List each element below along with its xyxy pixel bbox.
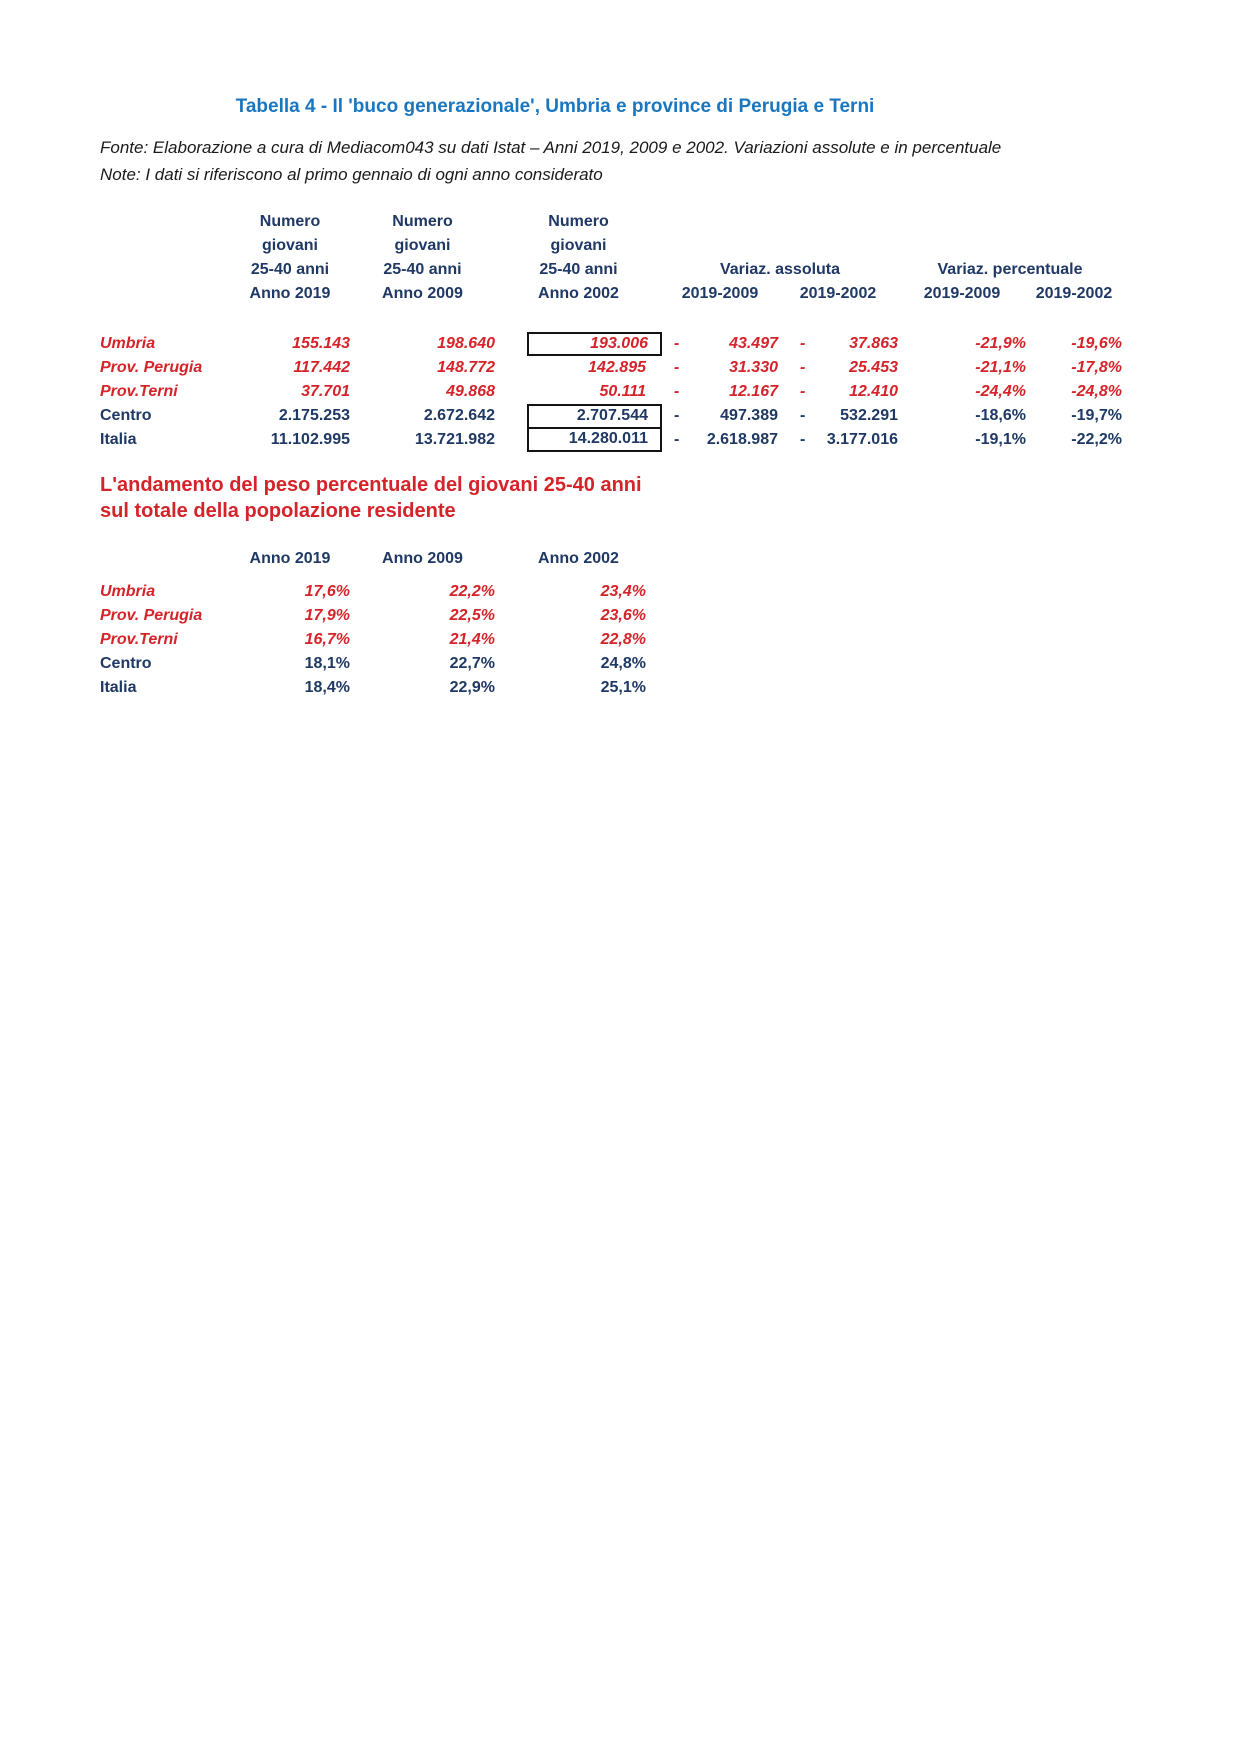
table2-header-row	[100, 544, 1130, 574]
highlight-box: 14.280.011	[527, 428, 662, 452]
table-row-centro	[100, 404, 1130, 428]
col-header-eta-2019: 25-40 anni	[250, 261, 330, 278]
variaz-abs-2019-2002: - 3.177.016	[800, 431, 898, 448]
variaz-abs-2019-2002: - 37.863	[800, 335, 898, 352]
value-2002-cell	[495, 332, 662, 356]
variaz-abs-2019-2002: - 532.291	[800, 407, 898, 424]
value-2009: 2.672.642	[423, 407, 495, 424]
col-header-anno-2009: Anno 2009	[382, 550, 463, 567]
table-row-italia	[100, 428, 1130, 452]
minus-sign: -	[674, 383, 680, 400]
variaz-pct-2019-2009: -21,9%	[975, 335, 1026, 352]
col-header-eta-2002: 25-40 anni	[539, 261, 618, 278]
col-header-anno-2002: Anno 2002	[538, 550, 619, 567]
variaz-pct-2019-2009: -19,1%	[975, 431, 1026, 448]
section2-heading-line2: sul totale della popolazione residente	[100, 500, 456, 522]
value-2019: 155.143	[292, 335, 350, 352]
pct-2002: 23,6%	[600, 607, 646, 624]
value-2019: 11.102.995	[270, 431, 350, 448]
pct-2009: 22,9%	[449, 679, 495, 696]
table-peso-percentuale	[100, 544, 1130, 700]
table1-header-row-4	[100, 282, 1130, 306]
col-header-anno-2009: Anno 2009	[382, 285, 463, 302]
table-row-centro	[100, 652, 1130, 676]
value-2019: 37.701	[301, 383, 350, 400]
variaz-abs-2019-2009: - 2.618.987	[674, 431, 778, 448]
variaz-pct-2019-2002: -17,8%	[1071, 359, 1122, 376]
variaz-pct-2019-2002: -22,2%	[1071, 431, 1122, 448]
variaz-pct-2019-2002: -19,7%	[1071, 407, 1122, 424]
sub-header-pct-2019-2002: 2019-2002	[1035, 285, 1113, 302]
table1-header-row-3	[100, 258, 1130, 282]
col-header-numero-2002: Numero	[548, 213, 609, 230]
minus-sign: -	[800, 383, 806, 400]
value-2002-cell: 142.895	[588, 359, 646, 376]
col-header-giovani-2002: giovani	[550, 237, 607, 254]
value-2002-cell: 50.111	[599, 383, 646, 400]
highlight-box: 193.006	[527, 332, 662, 356]
note-line: Note: I dati si riferiscono al primo gennaio di ogni anno considerato	[100, 165, 603, 184]
pct-2002: 23,4%	[600, 583, 646, 600]
value-2002-cell	[495, 404, 662, 428]
variaz-abs-2019-2009: - 497.389	[674, 407, 778, 424]
minus-sign: -	[674, 407, 680, 424]
row-label: Italia	[100, 431, 137, 448]
variaz-abs-2019-2002: - 12.410	[800, 383, 898, 400]
variaz-pct-2019-2009: -24,4%	[975, 383, 1026, 400]
value-2019: 117.442	[293, 359, 350, 376]
minus-sign: -	[674, 335, 680, 352]
col-header-giovani-2009: giovani	[394, 237, 451, 254]
table-row-prov-perugia	[100, 604, 1130, 628]
col-header-eta-2009: 25-40 anni	[383, 261, 462, 278]
pct-2019: 17,9%	[304, 607, 350, 624]
col-header-giovani-2019: giovani	[261, 237, 318, 254]
document-page	[100, 96, 1130, 700]
value-2009: 13.721.982	[414, 431, 495, 448]
variaz-pct-2019-2009: -21,1%	[975, 359, 1026, 376]
table1-body	[100, 332, 1130, 452]
section2-heading-line1: L'andamento del peso percentuale del giovani 25-40 anni	[100, 474, 642, 496]
page-title: Tabella 4 - Il 'buco generazionale', Umbria e province di Perugia e Terni	[235, 96, 875, 117]
table2-body	[100, 580, 1130, 700]
minus-sign: -	[800, 431, 806, 448]
group-header-variaz-percentuale: Variaz. percentuale	[937, 261, 1083, 278]
pct-2019: 17,6%	[304, 583, 350, 600]
source-line: Fonte: Elaborazione a cura di Mediacom043 su dati Istat – Anni 2019, 2009 e 2002. Variazioni assolute e in percentuale	[100, 138, 1002, 157]
row-label: Prov. Perugia	[100, 359, 203, 376]
table1-header-row-2	[100, 234, 1130, 258]
row-label: Umbria	[100, 335, 156, 352]
value-2009: 49.868	[446, 383, 495, 400]
table-row-umbria	[100, 332, 1130, 356]
variaz-abs-2019-2002: - 25.453	[800, 359, 898, 376]
row-label: Prov.Terni	[100, 631, 178, 648]
table-row-umbria	[100, 580, 1130, 604]
sub-header-pct-2019-2009: 2019-2009	[923, 285, 1001, 302]
table1-header-row-1	[100, 210, 1130, 234]
col-header-numero-2009: Numero	[392, 213, 453, 230]
table-row-prov-terni	[100, 380, 1130, 404]
table-row-italia	[100, 676, 1130, 700]
table-buco-generazionale	[100, 210, 1130, 452]
col-header-anno-2019: Anno 2019	[249, 285, 331, 302]
pct-2019: 18,4%	[304, 679, 350, 696]
value-2009: 148.772	[437, 359, 495, 376]
pct-2009: 21,4%	[449, 631, 495, 648]
sub-header-abs-2019-2002: 2019-2002	[799, 285, 877, 302]
col-header-numero-2019: Numero	[259, 213, 321, 230]
value-2002-cell	[495, 428, 662, 452]
pct-2002: 22,8%	[600, 631, 646, 648]
table-row-prov-perugia	[100, 356, 1130, 380]
variaz-abs-2019-2009: - 12.167	[674, 383, 778, 400]
row-label: Centro	[100, 407, 152, 424]
col-header-anno-2019: Anno 2019	[249, 550, 331, 567]
pct-2009: 22,5%	[449, 607, 495, 624]
section2-heading	[100, 472, 1130, 524]
sub-header-abs-2019-2009: 2019-2009	[681, 285, 759, 302]
pct-2019: 16,7%	[304, 631, 350, 648]
value-2019: 2.175.253	[278, 407, 350, 424]
row-label: Umbria	[100, 583, 156, 600]
variaz-pct-2019-2009: -18,6%	[975, 407, 1026, 424]
row-label: Italia	[100, 679, 137, 696]
variaz-abs-2019-2009: - 43.497	[674, 335, 778, 352]
variaz-pct-2019-2002: -19,6%	[1071, 335, 1122, 352]
group-header-variaz-assoluta: Variaz. assoluta	[719, 261, 841, 278]
pct-2002: 24,8%	[600, 655, 646, 672]
variaz-pct-2019-2002: -24,8%	[1071, 383, 1122, 400]
minus-sign: -	[800, 407, 806, 424]
pct-2019: 18,1%	[304, 655, 350, 672]
minus-sign: -	[674, 359, 680, 376]
row-label: Prov.Terni	[100, 383, 178, 400]
value-2009: 198.640	[437, 335, 495, 352]
minus-sign: -	[800, 335, 806, 352]
minus-sign: -	[674, 431, 680, 448]
pct-2009: 22,2%	[449, 583, 495, 600]
pct-2002: 25,1%	[600, 679, 646, 696]
pct-2009: 22,7%	[449, 655, 495, 672]
minus-sign: -	[800, 359, 806, 376]
variaz-abs-2019-2009: - 31.330	[674, 359, 778, 376]
table-row-prov-terni	[100, 628, 1130, 652]
highlight-box: 2.707.544	[527, 404, 662, 428]
col-header-anno-2002: Anno 2002	[538, 285, 619, 302]
row-label: Prov. Perugia	[100, 607, 203, 624]
row-label: Centro	[100, 655, 152, 672]
